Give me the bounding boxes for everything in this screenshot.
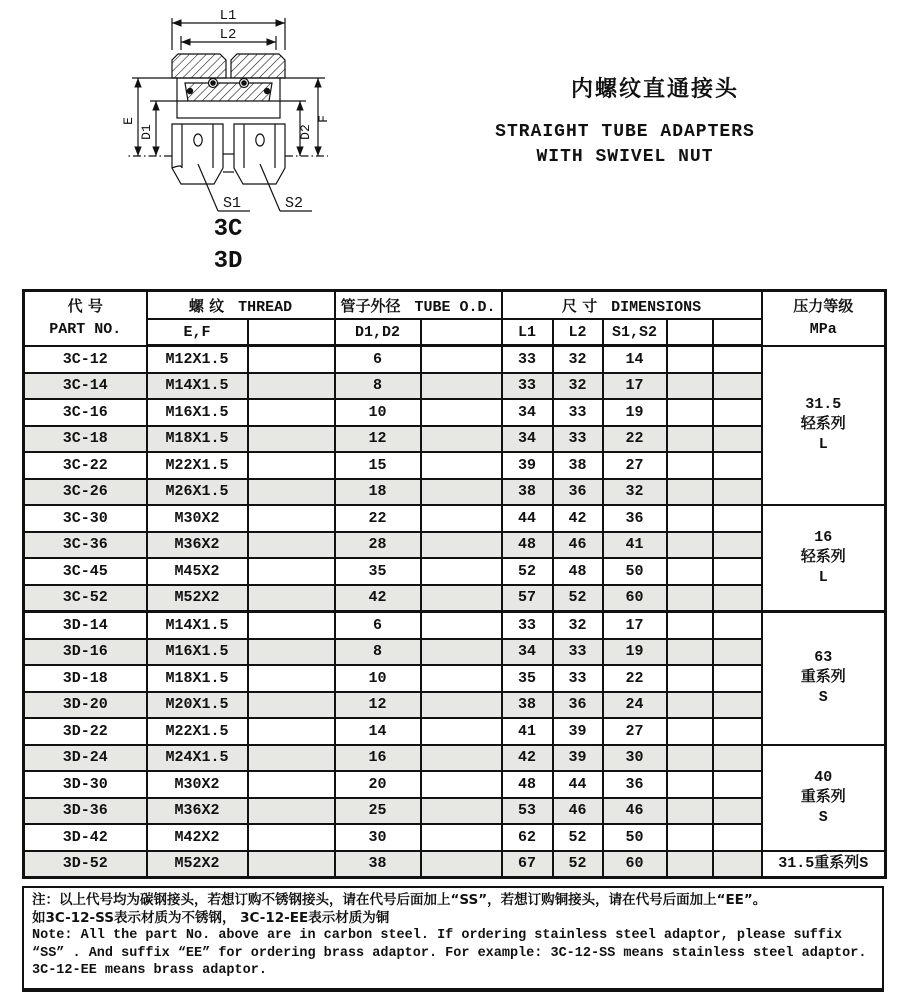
dim-blank-cell [667, 824, 713, 851]
s1s2-cell: 50 [603, 558, 667, 585]
pressure-group-cell: 16 轻系列 L [762, 505, 886, 612]
dim-label-f: F [316, 115, 331, 123]
l1-cell: 52 [502, 558, 553, 585]
dim-blank-cell [667, 346, 713, 373]
s1s2-cell: 17 [603, 373, 667, 400]
thread-cell: M26X1.5 [147, 479, 248, 506]
tube-od-cell: 12 [335, 426, 421, 453]
l1-cell: 34 [502, 426, 553, 453]
thread-cell: M14X1.5 [147, 373, 248, 400]
l2-cell: 39 [553, 745, 603, 772]
l2-cell: 44 [553, 771, 603, 798]
l2-cell: 32 [553, 612, 603, 639]
dim-blank-cell [713, 718, 762, 745]
dim-blank-cell [713, 612, 762, 639]
parts-table-body [24, 346, 886, 878]
thread-blank-cell [248, 745, 335, 772]
s1s2-cell: 27 [603, 452, 667, 479]
l1-cell: 35 [502, 665, 553, 692]
dim-blank-cell [713, 585, 762, 612]
tube-blank-cell [421, 824, 502, 851]
header-tube-od: 管子外径 TUBE O.D. [335, 291, 502, 320]
header-pressure-en: MPa [809, 321, 837, 339]
l2-cell: 48 [553, 558, 603, 585]
l1-cell: 62 [502, 824, 553, 851]
l2-cell: 42 [553, 505, 603, 532]
tube-blank-cell [421, 639, 502, 666]
tube-od-cell: 28 [335, 532, 421, 559]
s1s2-cell: 36 [603, 505, 667, 532]
thread-blank-cell [248, 824, 335, 851]
s1s2-cell: 50 [603, 824, 667, 851]
tube-od-cell: 8 [335, 639, 421, 666]
thread-cell: M22X1.5 [147, 718, 248, 745]
thread-cell: M20X1.5 [147, 692, 248, 719]
part-no-cell: 3C-22 [24, 452, 147, 479]
dim-blank-cell [713, 665, 762, 692]
dim-label-l1: L1 [219, 8, 237, 24]
dim-blank-cell [667, 558, 713, 585]
tube-od-cell: 18 [335, 479, 421, 506]
dim-blank-cell [667, 426, 713, 453]
tube-blank-cell [421, 479, 502, 506]
thread-blank-cell [248, 585, 335, 612]
l2-cell: 33 [553, 399, 603, 426]
table-row [24, 771, 886, 798]
tube-blank-cell [421, 585, 502, 612]
dim-blank-cell [667, 373, 713, 400]
dim-blank-cell [667, 585, 713, 612]
thread-blank-cell [248, 692, 335, 719]
dim-blank-cell [667, 505, 713, 532]
tube-od-cell: 38 [335, 851, 421, 878]
model-label-3d: 3D [213, 248, 243, 274]
dim-blank-cell [667, 692, 713, 719]
thread-blank-cell [248, 718, 335, 745]
page-title-en-line2: WITH SWIVEL NUT [536, 147, 714, 167]
dim-blank-cell [667, 771, 713, 798]
l1-cell: 53 [502, 798, 553, 825]
note-en: Note: All the part No. above are in carbon steel. If ordering stainless steel adaptor, please suffix “SS” . And suffix “EE” for ordering brass adaptor. For example: 3C-12-SS means stainless steel adaptor. 3C-12-EE means brass adaptor. [32, 928, 867, 978]
table-row [24, 798, 886, 825]
table-row [24, 639, 886, 666]
thread-blank-cell [248, 505, 335, 532]
thread-cell: M12X1.5 [147, 346, 248, 373]
part-no-cell: 3C-45 [24, 558, 147, 585]
subheader-d1d2: D1,D2 [335, 319, 421, 346]
tube-od-cell: 14 [335, 718, 421, 745]
table-row [24, 452, 886, 479]
l2-cell: 33 [553, 665, 603, 692]
dim-blank-cell [713, 505, 762, 532]
part-no-cell: 3C-36 [24, 532, 147, 559]
table-row [24, 824, 886, 851]
subheader-blank [248, 319, 335, 346]
dim-blank-cell [713, 426, 762, 453]
thread-blank-cell [248, 612, 335, 639]
part-no-cell: 3D-16 [24, 639, 147, 666]
table-row [24, 558, 886, 585]
dim-blank-cell [713, 771, 762, 798]
thread-blank-cell [248, 558, 335, 585]
l2-cell: 39 [553, 718, 603, 745]
thread-blank-cell [248, 851, 335, 878]
s1s2-cell: 41 [603, 532, 667, 559]
l1-cell: 33 [502, 612, 553, 639]
l1-cell: 33 [502, 373, 553, 400]
dim-blank-cell [713, 639, 762, 666]
s1s2-cell: 36 [603, 771, 667, 798]
parts-table [22, 289, 887, 879]
thread-blank-cell [248, 665, 335, 692]
l2-cell: 38 [553, 452, 603, 479]
thread-cell: M14X1.5 [147, 612, 248, 639]
tube-od-cell: 6 [335, 612, 421, 639]
dim-blank-cell [667, 665, 713, 692]
dim-blank-cell [667, 612, 713, 639]
table-row [24, 745, 886, 772]
l1-cell: 48 [502, 771, 553, 798]
subheader-blank [713, 319, 762, 346]
table-row [24, 532, 886, 559]
thread-blank-cell [248, 399, 335, 426]
dim-label-d2: D2 [298, 124, 313, 140]
tube-od-cell: 30 [335, 824, 421, 851]
dim-blank-cell [667, 452, 713, 479]
l1-cell: 57 [502, 585, 553, 612]
dim-label-l2: L2 [219, 27, 237, 43]
header-pressure-zh: 压力等级 [793, 297, 854, 316]
header-pressure [762, 291, 886, 346]
part-no-cell: 3D-18 [24, 665, 147, 692]
table-row [24, 479, 886, 506]
table-row [24, 612, 886, 639]
thread-blank-cell [248, 479, 335, 506]
note-box [22, 886, 884, 992]
thread-blank-cell [248, 346, 335, 373]
dim-blank-cell [667, 532, 713, 559]
l1-cell: 44 [502, 505, 553, 532]
tube-blank-cell [421, 532, 502, 559]
thread-cell: M22X1.5 [147, 452, 248, 479]
thread-blank-cell [248, 532, 335, 559]
table-row [24, 346, 886, 373]
s1s2-cell: 22 [603, 426, 667, 453]
s1s2-cell: 17 [603, 612, 667, 639]
l1-cell: 33 [502, 346, 553, 373]
tube-blank-cell [421, 346, 502, 373]
part-no-cell: 3C-16 [24, 399, 147, 426]
subheader-blank [667, 319, 713, 346]
s1s2-cell: 60 [603, 851, 667, 878]
dim-blank-cell [667, 479, 713, 506]
l2-cell: 52 [553, 851, 603, 878]
dim-blank-cell [713, 479, 762, 506]
subheader-l2: L2 [553, 319, 603, 346]
tube-od-cell: 15 [335, 452, 421, 479]
tube-blank-cell [421, 718, 502, 745]
dim-blank-cell [713, 824, 762, 851]
s1s2-cell: 24 [603, 692, 667, 719]
l2-cell: 33 [553, 426, 603, 453]
note-zh-line1: 注：以上代号均为碳钢接头，若想订购不锈钢接头，请在代号后面加上“SS”，若想订购铜接头，请在代号后面加上“EE”。 [32, 892, 767, 908]
pressure-group-cell: 63 重系列 S [762, 612, 886, 745]
l1-cell: 34 [502, 639, 553, 666]
part-no-cell: 3D-14 [24, 612, 147, 639]
tube-blank-cell [421, 665, 502, 692]
thread-blank-cell [248, 452, 335, 479]
tube-blank-cell [421, 399, 502, 426]
table-row [24, 399, 886, 426]
tube-od-cell: 35 [335, 558, 421, 585]
thread-blank-cell [248, 798, 335, 825]
tube-blank-cell [421, 452, 502, 479]
dim-blank-cell [713, 373, 762, 400]
thread-blank-cell [248, 639, 335, 666]
dim-blank-cell [713, 851, 762, 878]
part-no-cell: 3D-20 [24, 692, 147, 719]
part-no-cell: 3C-18 [24, 426, 147, 453]
tube-od-cell: 10 [335, 665, 421, 692]
part-no-cell: 3D-30 [24, 771, 147, 798]
table-row [24, 692, 886, 719]
dim-blank-cell [667, 399, 713, 426]
pressure-group-cell: 31.5 轻系列 L [762, 346, 886, 506]
dim-blank-cell [713, 558, 762, 585]
tube-od-cell: 8 [335, 373, 421, 400]
l2-cell: 36 [553, 479, 603, 506]
tube-blank-cell [421, 692, 502, 719]
part-no-cell: 3D-24 [24, 745, 147, 772]
s1s2-cell: 19 [603, 399, 667, 426]
header-dimensions: 尺 寸 DIMENSIONS [502, 291, 762, 320]
dim-blank-cell [713, 452, 762, 479]
s1s2-cell: 60 [603, 585, 667, 612]
thread-cell: M36X2 [147, 532, 248, 559]
tube-blank-cell [421, 505, 502, 532]
dim-blank-cell [713, 798, 762, 825]
page-title-en [440, 120, 810, 170]
tube-blank-cell [421, 426, 502, 453]
dim-label-s1: S1 [223, 195, 242, 212]
technical-drawing [110, 6, 345, 274]
thread-cell: M24X1.5 [147, 745, 248, 772]
l2-cell: 46 [553, 532, 603, 559]
l1-cell: 41 [502, 718, 553, 745]
dim-blank-cell [667, 851, 713, 878]
subheader-s1s2: S1,S2 [603, 319, 667, 346]
tube-blank-cell [421, 798, 502, 825]
table-row [24, 426, 886, 453]
tube-blank-cell [421, 771, 502, 798]
page-title-zh: 内螺纹直通接头 [570, 77, 739, 102]
l1-cell: 42 [502, 745, 553, 772]
table-row [24, 373, 886, 400]
dim-label-d1: D1 [139, 124, 154, 140]
tube-od-cell: 22 [335, 505, 421, 532]
note-zh-line2: 如3C-12-SS表示材质为不锈钢， 3C-12-EE表示材质为铜 [32, 909, 390, 926]
header-thread: 螺 纹 THREAD [147, 291, 335, 320]
part-no-cell: 3D-52 [24, 851, 147, 878]
part-no-cell: 3C-14 [24, 373, 147, 400]
thread-cell: M16X1.5 [147, 639, 248, 666]
l1-cell: 34 [502, 399, 553, 426]
dim-blank-cell [713, 399, 762, 426]
tube-od-cell: 42 [335, 585, 421, 612]
tube-blank-cell [421, 851, 502, 878]
thread-cell: M52X2 [147, 585, 248, 612]
tube-blank-cell [421, 558, 502, 585]
part-no-cell: 3D-36 [24, 798, 147, 825]
s1s2-cell: 46 [603, 798, 667, 825]
l2-cell: 33 [553, 639, 603, 666]
part-no-cell: 3C-26 [24, 479, 147, 506]
l2-cell: 52 [553, 585, 603, 612]
parts-table-section [22, 289, 884, 992]
s1s2-cell: 27 [603, 718, 667, 745]
dim-blank-cell [667, 639, 713, 666]
pressure-group-cell: 31.5重系列S [762, 851, 886, 878]
tube-blank-cell [421, 373, 502, 400]
tube-od-cell: 12 [335, 692, 421, 719]
page-title-en-line1: STRAIGHT TUBE ADAPTERS [495, 122, 755, 142]
l1-cell: 39 [502, 452, 553, 479]
part-no-cell: 3C-12 [24, 346, 147, 373]
l2-cell: 36 [553, 692, 603, 719]
table-row [24, 585, 886, 612]
part-no-cell: 3C-30 [24, 505, 147, 532]
dim-blank-cell [667, 745, 713, 772]
l1-cell: 38 [502, 692, 553, 719]
l2-cell: 32 [553, 373, 603, 400]
l1-cell: 67 [502, 851, 553, 878]
thread-cell: M30X2 [147, 505, 248, 532]
table-row [24, 665, 886, 692]
dim-label-e: E [121, 117, 136, 125]
part-no-cell: 3D-42 [24, 824, 147, 851]
dim-blank-cell [667, 798, 713, 825]
table-row [24, 851, 886, 878]
dim-blank-cell [667, 718, 713, 745]
model-label-3c: 3C [213, 216, 243, 243]
s1s2-cell: 22 [603, 665, 667, 692]
tube-od-cell: 6 [335, 346, 421, 373]
s1s2-cell: 32 [603, 479, 667, 506]
header-part-no-zh: 代 号 [67, 297, 103, 316]
thread-cell: M18X1.5 [147, 426, 248, 453]
tube-od-cell: 10 [335, 399, 421, 426]
s1s2-cell: 14 [603, 346, 667, 373]
subheader-blank [421, 319, 502, 346]
thread-cell: M36X2 [147, 798, 248, 825]
thread-cell: M16X1.5 [147, 399, 248, 426]
s1s2-cell: 30 [603, 745, 667, 772]
l1-cell: 48 [502, 532, 553, 559]
thread-cell: M45X2 [147, 558, 248, 585]
s1s2-cell: 19 [603, 639, 667, 666]
table-row [24, 718, 886, 745]
thread-blank-cell [248, 771, 335, 798]
dim-label-s2: S2 [285, 195, 304, 212]
tube-od-cell: 20 [335, 771, 421, 798]
thread-cell: M42X2 [147, 824, 248, 851]
l2-cell: 46 [553, 798, 603, 825]
header-part-no-en: PART NO. [49, 321, 122, 339]
dim-blank-cell [713, 532, 762, 559]
subheader-ef: E,F [147, 319, 248, 346]
tube-od-cell: 25 [335, 798, 421, 825]
header-part-no [24, 291, 147, 346]
pressure-group-cell: 40 重系列 S [762, 745, 886, 851]
thread-cell: M30X2 [147, 771, 248, 798]
tube-blank-cell [421, 745, 502, 772]
part-no-cell: 3D-22 [24, 718, 147, 745]
thread-blank-cell [248, 373, 335, 400]
thread-cell: M18X1.5 [147, 665, 248, 692]
thread-blank-cell [248, 426, 335, 453]
l2-cell: 32 [553, 346, 603, 373]
dim-blank-cell [713, 745, 762, 772]
dim-blank-cell [713, 346, 762, 373]
l1-cell: 38 [502, 479, 553, 506]
subheader-l1: L1 [502, 319, 553, 346]
tube-blank-cell [421, 612, 502, 639]
table-row [24, 505, 886, 532]
part-no-cell: 3C-52 [24, 585, 147, 612]
dim-blank-cell [713, 692, 762, 719]
thread-cell: M52X2 [147, 851, 248, 878]
tube-od-cell: 16 [335, 745, 421, 772]
l2-cell: 52 [553, 824, 603, 851]
